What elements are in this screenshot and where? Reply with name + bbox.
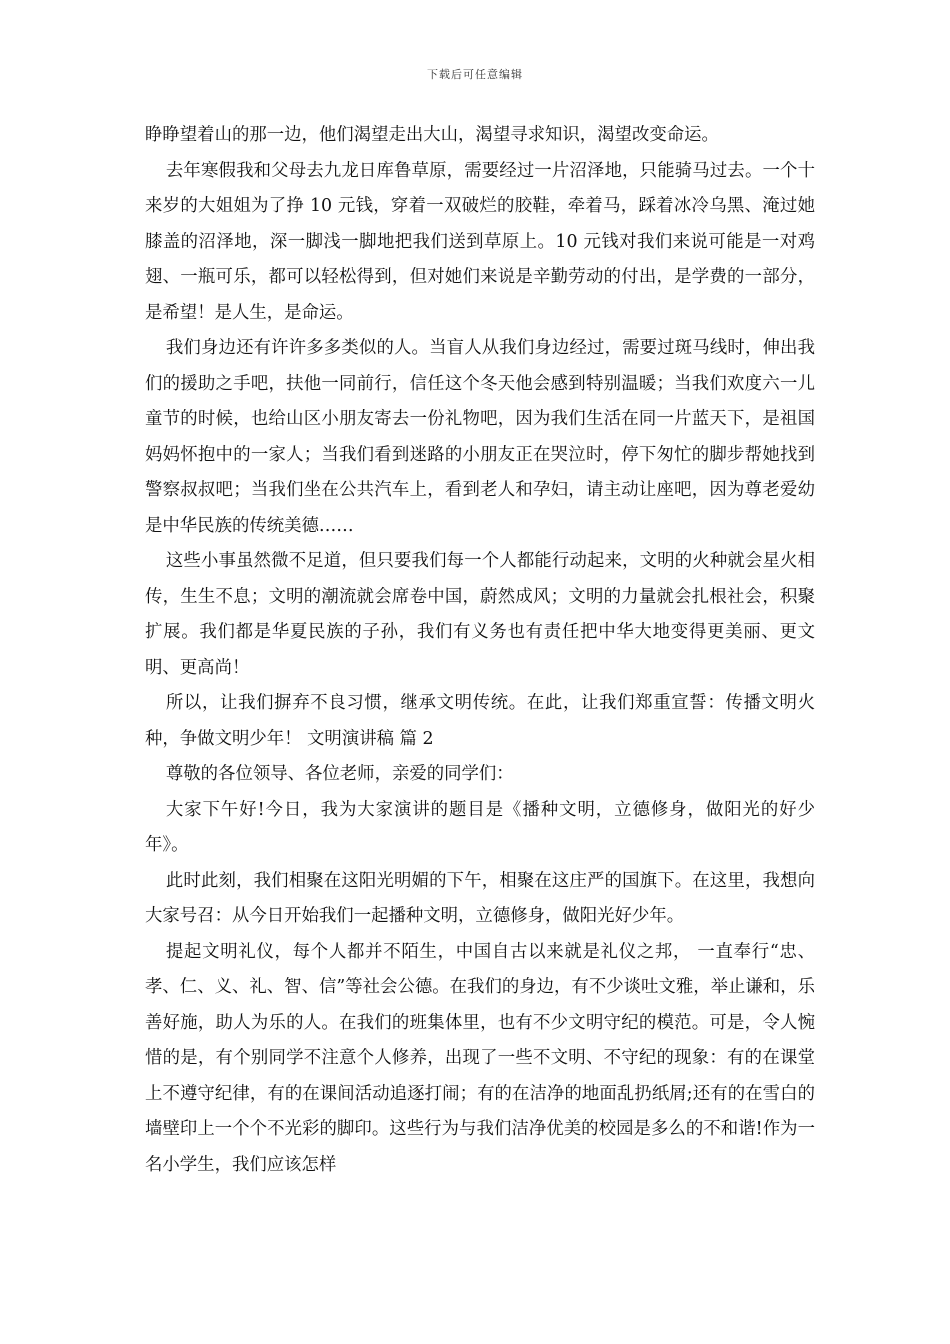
salutation: 尊敬的各位领导、各位老师，亲爱的同学们： bbox=[165, 764, 514, 784]
paragraph: 所以，让我们摒弃不良习惯，继承文明传统。在此，让我们郑重宣誓：传播文明火种，争做文明少年！ 文明演讲稿 篇 2 bbox=[145, 693, 815, 749]
page-header: 下载后可任意编辑 bbox=[427, 68, 523, 81]
paragraph: 去年寒假我和父母去九龙日库鲁草原，需要经过一片沼泽地，只能骑马过去。一个十来岁的大姐姐为了挣 10 元钱，穿着一双破烂的胶鞋，牵着马，踩着冰冷乌黑、淹过她膝盖的沼泽地，深一脚浅一脚地把我们送到草原上。10 元钱对我们来说可能是一对鸡翅、一瓶可乐，都可以轻松得到，但对她们来说是辛勤劳动的付出，是学费的一部分，是希望！是人生，是命运。 bbox=[145, 160, 815, 323]
paragraph: 我们身边还有许许多多类似的人。当盲人从我们身边经过，需要过斑马线时，伸出我们的援助之手吧，扶他一同前行，信任这个冬天他会感到特别温暖；当我们欢度六一儿童节的时候，也给山区小朋友寄去一份礼物吧，因为我们生活在同一片蓝天下，是祖国妈妈怀抱中的一家人；当我们看到迷路的小朋友正在哭泣时，停下匆忙的脚步帮她找到警察叔叔吧；当我们坐在公共汽车上，看到老人和孕妇，请主动让座吧，因为尊老爱幼是中华民族的传统美德…… bbox=[145, 338, 815, 536]
paragraph: 大家下午好!今日，我为大家演讲的题目是《播种文明，立德修身，做阳光的好少年》。 bbox=[145, 799, 815, 855]
paragraph: 这些小事虽然微不足道，但只要我们每一个人都能行动起来，文明的火种就会星火相传，生生不息；文明的潮流就会席卷中国，蔚然成风；文明的力量就会扎根社会，积聚扩展。我们都是华夏民族的子孙，我们有义务也有责任把中华大地变得更美丽、更文明、更高尚！ bbox=[145, 551, 815, 678]
paragraph: 提起文明礼仪，每个人都并不陌生，中国自古以来就是礼仪之邦， 一直奉行“忠、孝、仁、义、礼、智、信”等社会公德。在我们的身边，有不少谈吐文雅，举止谦和，乐善好施，助人为乐的人。在我们的班集体里，也有不少文明守纪的模范。可是，令人惋惜的是，有个别同学不注意个人修养，出现了一些不文明、不守纪的现象：有的在课堂上不遵守纪律，有的在课间活动追逐打闹；有的在洁净的地面乱扔纸屑;还有的在雪白的墙壁印上一个个不光彩的脚印。这些行为与我们洁净优美的校园是多么的不和谐!作为一名小学生，我们应该怎样 bbox=[145, 941, 815, 1175]
paragraph: 睁睁望着山的那一边，他们渴望走出大山，渴望寻求知识，渴望改变命运。 bbox=[145, 125, 719, 145]
paragraph: 此时此刻，我们相聚在这阳光明媚的下午，相聚在这庄严的国旗下。在这里，我想向大家号召：从今日开始我们一起播种文明，立德修身，做阳光好少年。 bbox=[145, 870, 815, 926]
document-body bbox=[145, 118, 815, 1183]
